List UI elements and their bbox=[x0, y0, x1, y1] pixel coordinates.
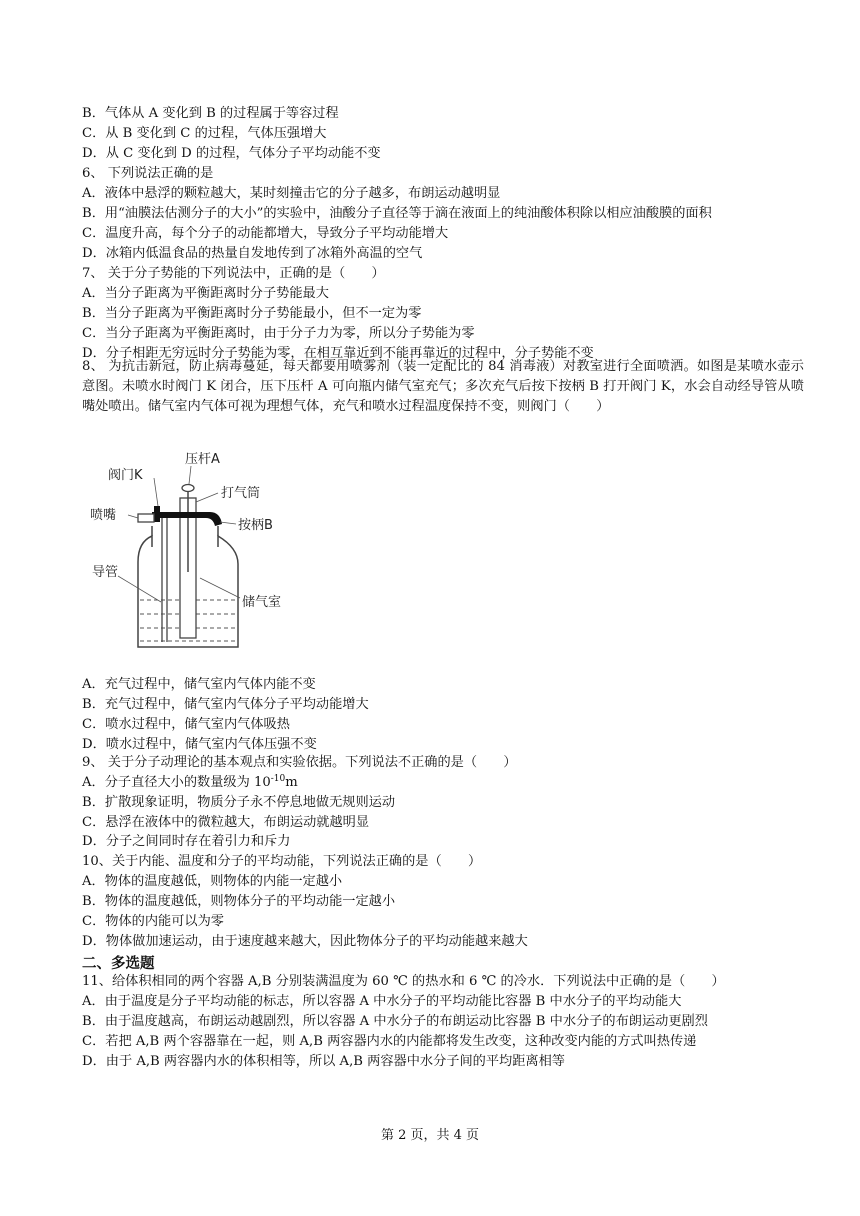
q7-stem: 7、 关于分子势能的下列说法中，正确的是（ ） bbox=[82, 266, 385, 281]
tube-label: 导管 bbox=[92, 565, 119, 580]
valve-block bbox=[154, 506, 160, 522]
q10-option-a: A．物体的温度越低，则物体的内能一定越小 bbox=[82, 874, 343, 889]
q9-option-a-text: A．分子直径大小的数量级为 10 bbox=[82, 775, 271, 790]
q5-option-d: D．从 C 变化到 D 的过程，气体分子平均动能不变 bbox=[82, 146, 381, 161]
q11-option-a: A．由于温度是分子平均动能的标志，所以容器 A 中水分子的平均动能比容器 B 中水分子的平均动能大 bbox=[82, 994, 682, 1009]
q6-stem: 6、 下列说法正确的是 bbox=[82, 166, 214, 181]
section-heading-multiple-choice: 二、多选题 bbox=[82, 956, 155, 972]
q7-option-c: C．当分子距离为平衡距离时，由于分子力为零，所以分子势能为零 bbox=[82, 326, 475, 341]
lever-knob bbox=[182, 485, 194, 492]
q9-option-c: C．悬浮在液体中的微粒越大，布朗运动就越明显 bbox=[82, 815, 370, 830]
q7-option-d: D．分子相距无穷远时分子势能为零，在相互靠近到不能再靠近的过程中，分子势能不变 bbox=[82, 346, 594, 361]
q6-option-c: C．温度升高，每个分子的动能都增大，导致分子平均动能增大 bbox=[82, 226, 449, 241]
q9-option-a-unit: m bbox=[285, 775, 298, 790]
q8-option-a: A．充气过程中，储气室内气体内能不变 bbox=[82, 677, 316, 692]
page-footer: 第 2 页，共 4 页 bbox=[380, 1128, 480, 1143]
q11-option-c: C．若把 A,B 两个容器靠在一起，则 A,B 两容器内水的内能都将发生改变，这种改变内能的方式叫热传递 bbox=[82, 1034, 697, 1049]
handle-label: 按柄B bbox=[238, 518, 273, 533]
q10-option-b: B．物体的温度越低，则物体分子的平均动能一定越小 bbox=[82, 894, 396, 909]
valve-label: 阀门K bbox=[108, 468, 143, 483]
q8-option-b: B．充气过程中，储气室内气体分子平均动能增大 bbox=[82, 697, 369, 712]
q5-option-c: C．从 B 变化到 C 的过程，气体压强增大 bbox=[82, 126, 327, 141]
q9-option-a bbox=[82, 773, 802, 793]
nozzle-shape bbox=[138, 514, 154, 522]
q7-option-a: A．当分子距离为平衡距离时分子势能最大 bbox=[82, 286, 329, 301]
q9-option-a-exponent: -10 bbox=[270, 774, 286, 784]
chamber-label: 储气室 bbox=[242, 595, 282, 610]
q6-option-b: B．用“油膜法估测分子的大小”的实验中，油酸分子直径等于滴在液面上的纯油酸体积除以相应油酸膜的面积 bbox=[82, 206, 712, 221]
q8-stem: 8、 为抗击新冠，防止病毒蔓延，每天都要用喷雾剂（装一定配比的 84 消毒液）对教室进行全面喷洒。如图是某喷水壶示意图。未喷水时阀门 K 闭合，压下压杆 A 可向瓶内储气室充气；多次充气后按下按柄 B 打开阀门 K，水会自动经导管从喷嘴处喷出。储气室内气体可视为理想气体，充气和喷水过程温度保持不变，则阀门（ ） bbox=[82, 359, 804, 414]
q5-option-b: B．气体从 A 变化到 B 的过程属于等容过程 bbox=[82, 106, 339, 121]
q10-option-d: D．物体做加速运动，由于速度越来越大，因此物体分子的平均动能越来越大 bbox=[82, 934, 528, 949]
q10-option-c: C．物体的内能可以为零 bbox=[82, 914, 224, 929]
lever-label: 压杆A bbox=[185, 452, 220, 467]
q7-option-b: B．当分子距离为平衡距离时分子势能最小，但不一定为零 bbox=[82, 306, 422, 321]
nozzle-label: 喷嘴 bbox=[90, 508, 117, 523]
q9-option-d: D．分子之间同时存在着引力和斥力 bbox=[82, 834, 291, 849]
q6-option-d: D．冰箱内低温食品的热量自发地传到了冰箱外高温的空气 bbox=[82, 246, 423, 261]
q9-stem: 9、 关于分子动理论的基本观点和实验依据。下列说法不正确的是（ ） bbox=[82, 755, 517, 770]
q10-stem: 10、关于内能、温度和分子的平均动能，下列说法正确的是（ ） bbox=[82, 854, 482, 869]
q8-option-d: D．喷水过程中，储气室内气体压强不变 bbox=[82, 737, 317, 752]
q11-stem: 11、给体积相同的两个容器 A,B 分别装满温度为 60 ℃ 的热水和 6 ℃ 的冷水．下列说法中正确的是（ ） bbox=[82, 974, 725, 989]
spray-bottle-diagram bbox=[88, 452, 318, 664]
q6-option-a: A．液体中悬浮的颗粒越大，某时刻撞击它的分子越多，布朗运动越明显 bbox=[82, 186, 501, 201]
q11-option-b: B．由于温度越高，布朗运动越剧烈，所以容器 A 中水分子的布朗运动比容器 B 中水分子的布朗运动更剧烈 bbox=[82, 1014, 708, 1029]
q11-option-d: D．由于 A,B 两容器内水的体积相等，所以 A,B 两容器中水分子间的平均距离相等 bbox=[82, 1054, 565, 1069]
pump-label: 打气筒 bbox=[221, 486, 261, 501]
q8-option-c: C．喷水过程中，储气室内气体吸热 bbox=[82, 717, 290, 732]
q9-option-b: B．扩散现象证明，物质分子永不停息地做无规则运动 bbox=[82, 795, 396, 810]
